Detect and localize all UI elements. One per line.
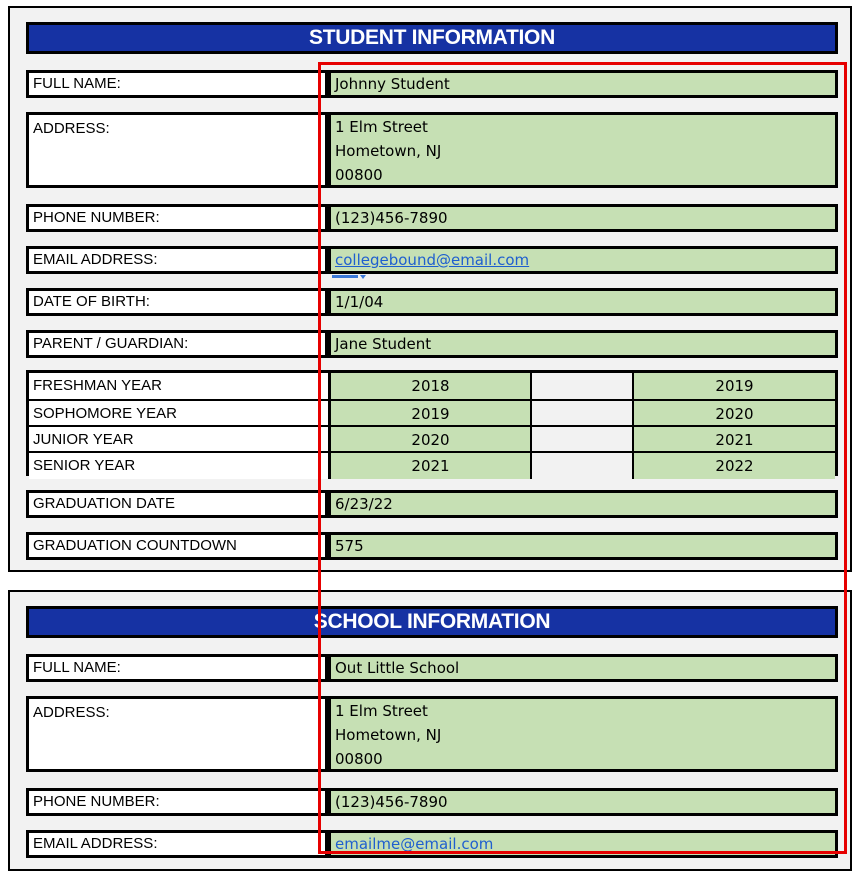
- graduation-date-label: GRADUATION DATE: [26, 490, 328, 518]
- autocorrect-marker-icon[interactable]: [332, 275, 368, 281]
- year-start-cell[interactable]: 2020: [328, 427, 530, 453]
- year-label: JUNIOR YEAR: [29, 427, 328, 453]
- school-phone-cell[interactable]: (123)456-7890: [328, 788, 838, 816]
- year-start-cell[interactable]: 2018: [328, 373, 530, 399]
- graduation-countdown-label: GRADUATION COUNTDOWN: [26, 532, 328, 560]
- student-dob-cell[interactable]: 1/1/04: [328, 288, 838, 316]
- year-row-freshman: [29, 373, 835, 399]
- student-phone-cell[interactable]: (123)456-7890: [328, 204, 838, 232]
- school-years-table: [26, 370, 838, 476]
- school-information-panel: [8, 590, 852, 871]
- school-email-label: EMAIL ADDRESS:: [26, 830, 328, 858]
- student-address-line2: Hometown, NJ: [335, 142, 442, 160]
- student-email-link[interactable]: collegebound@email.com: [335, 251, 530, 269]
- school-address-line1: 1 Elm Street: [335, 702, 428, 720]
- year-gap-cell[interactable]: [530, 373, 632, 399]
- year-label: SOPHOMORE YEAR: [29, 401, 328, 427]
- school-email-cell[interactable]: [328, 830, 838, 858]
- year-end-cell[interactable]: 2022: [632, 453, 835, 479]
- student-address-line3: 00800: [335, 166, 383, 184]
- year-end-cell[interactable]: 2020: [632, 401, 835, 427]
- year-gap-cell[interactable]: [530, 427, 632, 453]
- year-end-cell[interactable]: 2021: [632, 427, 835, 453]
- school-information-header: SCHOOL INFORMATION: [26, 606, 838, 638]
- student-address-label: ADDRESS:: [26, 112, 328, 188]
- student-parent-cell[interactable]: Jane Student: [328, 330, 838, 358]
- school-email-link[interactable]: emailme@email.com: [335, 835, 494, 853]
- student-email-label: EMAIL ADDRESS:: [26, 246, 328, 274]
- student-information-header: STUDENT INFORMATION: [26, 22, 838, 54]
- year-gap-cell[interactable]: [530, 401, 632, 427]
- year-row-senior: [29, 451, 835, 477]
- year-start-cell[interactable]: 2019: [328, 401, 530, 427]
- school-address-line3: 00800: [335, 750, 383, 768]
- year-start-cell[interactable]: 2021: [328, 453, 530, 479]
- student-dob-label: DATE OF BIRTH:: [26, 288, 328, 316]
- student-information-panel: [8, 6, 852, 572]
- year-label: FRESHMAN YEAR: [29, 373, 328, 399]
- year-row-junior: [29, 425, 835, 451]
- student-full-name-label: FULL NAME:: [26, 70, 328, 98]
- graduation-countdown-cell[interactable]: 575: [328, 532, 838, 560]
- year-end-cell[interactable]: 2019: [632, 373, 835, 399]
- year-row-sophomore: [29, 399, 835, 425]
- graduation-date-cell[interactable]: 6/23/22: [328, 490, 838, 518]
- school-full-name-label: FULL NAME:: [26, 654, 328, 682]
- student-address-cell[interactable]: [328, 112, 838, 188]
- year-gap-cell[interactable]: [530, 453, 632, 479]
- student-full-name-cell[interactable]: Johnny Student: [328, 70, 838, 98]
- school-phone-label: PHONE NUMBER:: [26, 788, 328, 816]
- student-parent-label: PARENT / GUARDIAN:: [26, 330, 328, 358]
- school-address-label: ADDRESS:: [26, 696, 328, 772]
- school-address-line2: Hometown, NJ: [335, 726, 442, 744]
- student-phone-label: PHONE NUMBER:: [26, 204, 328, 232]
- student-address-line1: 1 Elm Street: [335, 118, 428, 136]
- school-full-name-cell[interactable]: Out Little School: [328, 654, 838, 682]
- year-label: SENIOR YEAR: [29, 453, 328, 479]
- school-address-cell[interactable]: [328, 696, 838, 772]
- student-email-cell[interactable]: [328, 246, 838, 274]
